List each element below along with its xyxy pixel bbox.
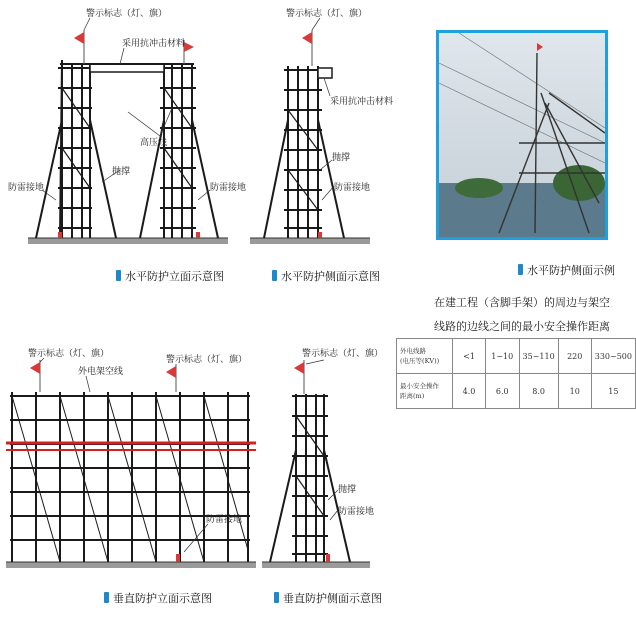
- table-cell: 10: [558, 374, 591, 409]
- ground-rod: [318, 232, 322, 238]
- safe-distance-table: [396, 338, 636, 409]
- caption-vertical-side: [274, 590, 382, 606]
- table-cell: 15: [591, 374, 635, 409]
- table-cell: 330~500: [591, 339, 635, 374]
- table-row: [397, 339, 636, 374]
- flag-icon: [302, 30, 312, 66]
- row-header-voltage: 外电线路 (电压等(KV)): [397, 339, 453, 374]
- caption-text: 水平防护立面示意图: [125, 270, 224, 283]
- brace-label: 抛撑: [338, 485, 357, 495]
- vertical-side-diagram: [262, 340, 402, 580]
- ground-label-right: 防雷接地: [210, 183, 247, 193]
- ground-label: 防雷接地: [338, 507, 375, 517]
- table-cell: 1~10: [485, 339, 519, 374]
- vertical-elevation-diagram: [0, 340, 260, 580]
- caption-horizontal-side: [272, 268, 380, 284]
- caption-text: 水平防护侧面示意图: [281, 270, 380, 283]
- flag-label: 警示标志（灯、旗）: [86, 9, 168, 19]
- flag-label: 警示标志（灯、旗）: [302, 349, 384, 359]
- flag-label: 警示标志（灯、旗）: [286, 9, 368, 19]
- ground-label: 防雷接地: [206, 515, 243, 525]
- example-photo: [436, 30, 608, 240]
- table-cell: 8.0: [519, 374, 558, 409]
- ground-label: 防雷接地: [334, 183, 371, 193]
- row-header-distance: 最小安全操作 距离(m): [397, 374, 453, 409]
- side-tower: [270, 394, 350, 562]
- side-tower: [264, 66, 344, 238]
- ground: [28, 238, 228, 244]
- flag-label-right: 警示标志（灯、旗）: [166, 355, 248, 365]
- caption-marker: [274, 592, 279, 603]
- table-cell: 6.0: [485, 374, 519, 409]
- left-tower: [58, 60, 92, 238]
- table-cell: 220: [558, 339, 591, 374]
- ground-rod: [196, 232, 200, 238]
- horizontal-side-diagram: [250, 0, 394, 260]
- table-cell: 4.0: [453, 374, 486, 409]
- note-line-2: 线路的边线之间的最小安全操作距离: [434, 320, 610, 333]
- ground: [262, 562, 370, 568]
- ground-label-left: 防雷接地: [8, 183, 45, 193]
- ground-rod: [176, 554, 180, 562]
- ground: [250, 238, 370, 244]
- flag-icon: [166, 364, 176, 392]
- note-line-1: 在建工程（含脚手架）的周边与架空: [434, 296, 610, 309]
- table-cell: 35~110: [519, 339, 558, 374]
- brace-label: 抛撑: [112, 167, 131, 177]
- right-tower: [160, 65, 196, 238]
- horizontal-elevation-diagram: [0, 0, 250, 260]
- table-row: [397, 374, 636, 409]
- flag-icon: [294, 360, 304, 394]
- caption-side-example: [518, 262, 615, 278]
- protective-panel: [318, 68, 332, 78]
- material-label: 采用抗冲击材料: [330, 97, 394, 107]
- table-cell: <1: [453, 339, 486, 374]
- wire-label: 高压线: [140, 138, 168, 148]
- caption-marker: [104, 592, 109, 603]
- caption-vertical-elevation: [104, 590, 212, 606]
- material-label: 采用抗冲击材料: [122, 39, 186, 49]
- ground-rod: [326, 554, 330, 562]
- flag-icon: [74, 30, 84, 64]
- scaffold-grid: [10, 392, 250, 562]
- caption-text: 垂直防护立面示意图: [113, 592, 212, 605]
- caption-marker: [116, 270, 121, 281]
- caption-marker: [272, 270, 277, 281]
- left-braces: [36, 120, 116, 238]
- ground: [6, 562, 256, 568]
- flag-label-left: 警示标志（灯、旗）: [28, 349, 110, 359]
- caption-text: 水平防护侧面示例: [527, 264, 615, 277]
- caption-text: 垂直防护侧面示意图: [283, 592, 382, 605]
- flag-icon: [184, 40, 194, 64]
- brace-label: 抛撑: [332, 153, 351, 163]
- ground-rod: [58, 232, 62, 238]
- wire-label: 外电架空线: [78, 367, 124, 377]
- flag-icon: [30, 360, 40, 392]
- caption-marker: [518, 264, 523, 275]
- protective-panel: [90, 64, 164, 72]
- caption-horizontal-elevation: [116, 268, 224, 284]
